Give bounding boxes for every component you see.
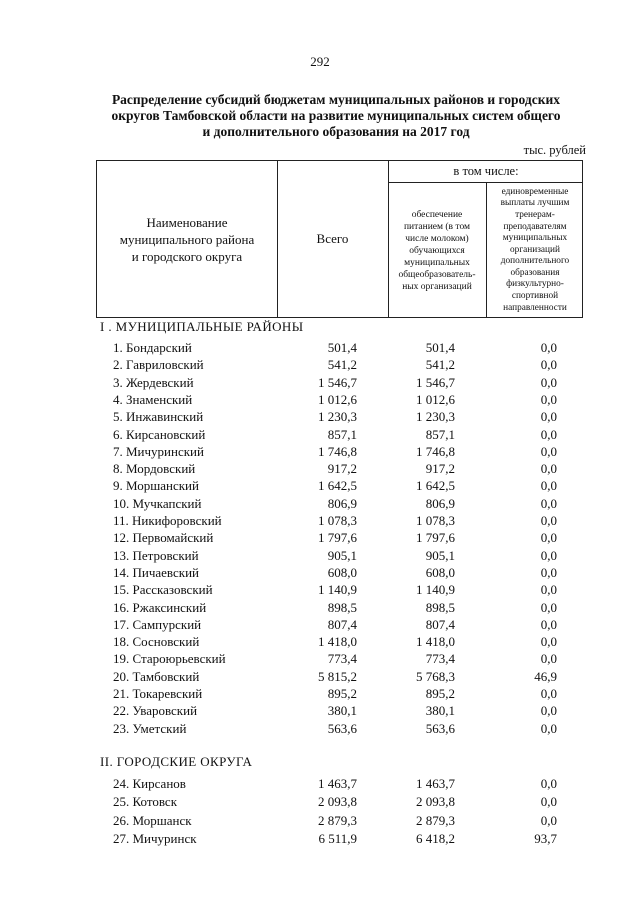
district-name-cell: 22. Уваровский [113,703,198,719]
nutrition-cell: 608,0 [425,564,455,580]
table-row [0,461,640,479]
payments-cell: 0,0 [540,443,557,459]
total-cell: 2 093,8 [318,794,357,810]
nutrition-cell: 380,1 [425,703,455,719]
district-name-cell: 13. Петровский [113,547,199,563]
total-cell: 1 463,7 [318,776,357,791]
payments-cell: 0,0 [540,478,557,494]
payments-cell: 0,0 [540,720,557,736]
total-cell: 807,4 [327,616,357,632]
district-name-cell: 7. Мичуринский [113,443,204,459]
total-cell: 1 418,0 [318,634,357,650]
table-row [0,686,640,704]
header-name-column: Наименование муниципального района и городского округа [119,214,255,264]
table-row [0,357,640,375]
district-name-cell: 27. Мичуринск [113,830,197,846]
table-row [0,776,640,794]
district-name-cell: 19. Староюрьевский [113,651,226,667]
table-row [0,582,640,600]
total-cell: 1 746,8 [318,443,357,459]
total-cell: 563,6 [327,720,357,736]
district-name-cell: 14. Пичаевский [113,564,199,580]
table-row [0,513,640,531]
payments-cell: 0,0 [540,391,557,407]
payments-cell: 0,0 [540,703,557,719]
table-row [0,392,640,410]
document-title: Распределение субсидий бюджетам муниципальных районов и городских округов Тамбовской области на развитие муниципальных систем общего и дополнительного образования на 2017 год [111,92,561,139]
nutrition-cell: 501,4 [425,340,455,355]
nutrition-cell: 1 230,3 [416,409,455,425]
district-name-cell: 11. Никифоровский [113,513,222,528]
district-name-cell: 4. Знаменский [113,391,193,407]
total-cell: 1 642,5 [318,478,357,494]
nutrition-cell: 1 418,0 [416,634,455,650]
district-name-cell: 21. Токаревский [113,686,203,701]
total-cell: 1 797,6 [318,530,357,546]
nutrition-cell: 895,2 [425,686,455,701]
nutrition-cell: 1 797,6 [416,530,455,546]
payments-cell: 0,0 [540,599,557,615]
table-row [0,444,640,462]
header-total-column: Всего [316,231,349,246]
total-cell: 1 078,3 [318,513,357,528]
table-row [0,634,640,652]
payments-cell: 0,0 [540,616,557,632]
total-cell: 541,2 [327,357,357,373]
payments-cell: 0,0 [540,461,557,477]
nutrition-cell: 1 463,7 [416,776,455,791]
district-name-cell: 18. Сосновский [113,634,200,650]
nutrition-cell: 2 093,8 [416,794,455,810]
table-row [0,794,640,812]
district-name-cell: 10. Мучкапский [113,495,202,511]
payments-cell: 0,0 [540,340,557,355]
table-row [0,703,640,721]
district-name-cell: 24. Кирсанов [113,776,186,791]
district-name-cell: 8. Мордовский [113,461,196,477]
nutrition-cell: 1 642,5 [416,478,455,494]
table-row [0,409,640,427]
table-row [0,375,640,393]
table-row [0,721,640,739]
table-row [0,478,640,496]
nutrition-cell: 1 078,3 [416,513,455,528]
payments-cell: 0,0 [540,564,557,580]
district-name-cell: 15. Рассказовский [113,582,213,598]
table-row [0,340,640,358]
total-cell: 857,1 [327,426,357,442]
table-row [0,548,640,566]
total-cell: 1 546,7 [318,374,357,390]
table-row [0,813,640,831]
header-including: в том числе: [453,164,519,178]
nutrition-cell: 563,6 [425,720,455,736]
table-row [0,669,640,687]
nutrition-cell: 1 012,6 [416,391,455,407]
table-row [0,530,640,548]
payments-cell: 46,9 [534,668,557,684]
page-number: 292 [310,54,330,69]
district-name-cell: 1. Бондарский [113,340,192,355]
nutrition-cell: 857,1 [425,426,455,442]
payments-cell: 0,0 [540,794,557,810]
table-row [0,496,640,514]
table-row [0,651,640,669]
section-heading: II. ГОРОДСКИЕ ОКРУГА [100,754,253,769]
district-name-cell: 6. Кирсановский [113,426,206,442]
table-row [0,831,640,849]
district-name-cell: 23. Уметский [113,720,187,736]
district-name-cell: 2. Гавриловский [113,357,204,373]
total-cell: 1 012,6 [318,391,357,407]
payments-cell: 0,0 [540,651,557,667]
unit-note: тыс. рублей [523,143,586,157]
total-cell: 1 140,9 [318,582,357,598]
payments-cell: 0,0 [540,495,557,511]
table-row [0,565,640,583]
total-cell: 608,0 [327,564,357,580]
district-name-cell: 25. Котовск [113,794,178,810]
nutrition-cell: 2 879,3 [416,812,455,828]
table-header [96,160,583,318]
payments-cell: 0,0 [540,547,557,563]
district-name-cell: 16. Ржаксинский [113,599,207,615]
nutrition-cell: 806,9 [425,495,455,511]
nutrition-cell: 5 768,3 [416,668,455,684]
nutrition-cell: 917,2 [425,461,455,477]
payments-cell: 0,0 [540,582,557,598]
nutrition-cell: 541,2 [425,357,455,373]
nutrition-cell: 1 546,7 [416,374,455,390]
total-cell: 380,1 [327,703,357,719]
payments-cell: 0,0 [540,634,557,650]
nutrition-cell: 898,5 [425,599,455,615]
total-cell: 806,9 [327,495,357,511]
total-cell: 6 511,9 [318,830,357,846]
payments-cell: 0,0 [540,409,557,425]
total-cell: 898,5 [327,599,357,615]
payments-cell: 0,0 [540,357,557,373]
nutrition-cell: 773,4 [425,651,455,667]
payments-cell: 0,0 [540,530,557,546]
district-name-cell: 12. Первомайский [113,530,214,546]
nutrition-cell: 905,1 [425,547,455,563]
district-name-cell: 3. Жердевский [113,374,194,390]
header-payments-column: единовременные выплаты лучшим тренерам- преподавателям муниципальных организаций дополнительного образования физкультурно- спортивной направленности [500,186,570,313]
payments-cell: 0,0 [540,513,557,528]
nutrition-cell: 1 140,9 [416,582,455,598]
payments-cell: 0,0 [540,426,557,442]
total-cell: 773,4 [327,651,357,667]
table-row [0,427,640,445]
district-name-cell: 17. Сампурский [113,616,202,632]
header-milk-column: обеспечение питанием (в том числе молоком) обучающихся муниципальных общеобразователь- ных организаций [398,209,476,292]
payments-cell: 0,0 [540,776,557,791]
total-cell: 5 815,2 [318,668,357,684]
nutrition-cell: 6 418,2 [416,830,455,846]
total-cell: 917,2 [327,461,357,477]
total-cell: 501,4 [327,340,357,355]
payments-cell: 93,7 [534,830,557,846]
district-name-cell: 5. Инжавинский [113,409,204,425]
nutrition-cell: 807,4 [425,616,455,632]
total-cell: 1 230,3 [318,409,357,425]
section-heading: I . МУНИЦИПАЛЬНЫЕ РАЙОНЫ [100,319,304,334]
district-name-cell: 9. Моршанский [113,478,199,494]
payments-cell: 0,0 [540,374,557,390]
total-cell: 905,1 [327,547,357,563]
nutrition-cell: 1 746,8 [416,443,455,459]
total-cell: 895,2 [327,686,357,701]
table-row [0,600,640,618]
table-row [0,617,640,635]
district-name-cell: 26. Моршанск [113,812,192,828]
payments-cell: 0,0 [540,812,557,828]
total-cell: 2 879,3 [318,812,357,828]
payments-cell: 0,0 [540,686,557,701]
district-name-cell: 20. Тамбовский [113,668,200,684]
